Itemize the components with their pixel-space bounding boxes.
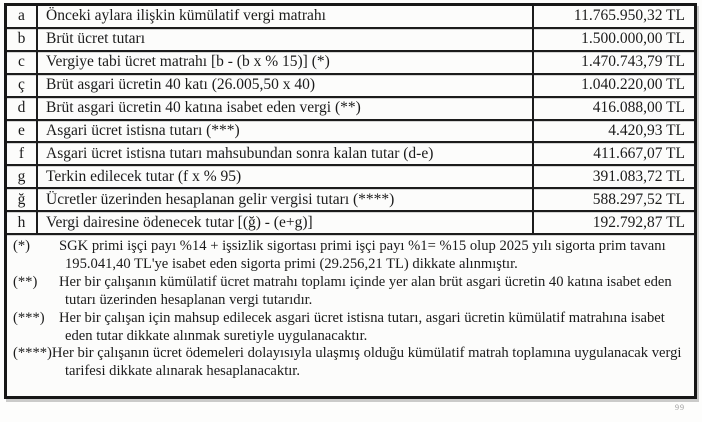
table-row-c xyxy=(7,52,694,75)
row-label: Ücretler üzerinden hesaplanan gelir vergisi tutarı (****) xyxy=(46,190,395,208)
footnote-marker: (****) xyxy=(13,345,52,362)
row-key: ğ xyxy=(7,189,38,210)
footnote-1 xyxy=(13,238,684,274)
row-value: 391.083,72 TL xyxy=(532,166,694,187)
row-label: Brüt ücret tutarı xyxy=(46,30,145,48)
row-value: 1.040.220,00 TL xyxy=(532,75,694,96)
row-value: 1.470.743,79 TL xyxy=(532,52,694,73)
row-label: Asgari ücret istisna tutarı mahsubundan sonra kalan tutar (d-e) xyxy=(46,144,434,162)
footnote-text: Her bir çalışanın kümülatif ücret matrahı toplamı içinde yer alan brüt asgari ücretin 40 katına isabet eden tutarı üzerinden hesaplanan vergi tutarıdır. xyxy=(59,273,672,308)
footnote-text: Her bir çalışan için mahsup edilecek asgari ücret istisna tutarı, asgari ücretin kümülatif matrahına isabet eden tutar dikkate alınmak suretiyle uygulanacaktır. xyxy=(59,309,665,344)
row-label: Önceki aylara ilişkin kümülatif vergi matrahı xyxy=(46,7,326,25)
table-row-b xyxy=(7,29,694,52)
row-key: ç xyxy=(7,75,38,96)
row-value: 588.297,52 TL xyxy=(532,189,694,210)
row-key: e xyxy=(7,121,38,142)
row-label: Brüt asgari ücretin 40 katına isabet eden vergi (**) xyxy=(46,99,361,117)
footnotes-section xyxy=(7,235,694,381)
footnote-marker: (***) xyxy=(13,309,45,326)
table-row-d xyxy=(7,98,694,121)
table-row-ğ xyxy=(7,189,694,212)
row-value: 416.088,00 TL xyxy=(532,98,694,119)
row-label: Vergiye tabi ücret matrahı [b - (b x % 15)] (*) xyxy=(46,53,330,71)
table-row-g xyxy=(7,166,694,189)
tax-calculation-table xyxy=(7,6,694,235)
row-key: h xyxy=(7,212,38,233)
table-row-a xyxy=(7,6,694,29)
row-key: d xyxy=(7,98,38,119)
footnote-2 xyxy=(13,274,684,310)
row-label: Asgari ücret istisna tutarı (***) xyxy=(46,121,240,139)
table-row-f xyxy=(7,143,694,166)
row-key: c xyxy=(7,52,38,73)
footnote-3 xyxy=(13,310,684,346)
table-row-e xyxy=(7,121,694,144)
row-value: 192.792,87 TL xyxy=(532,212,694,233)
row-key: b xyxy=(7,29,38,50)
row-key: a xyxy=(7,6,38,27)
footnote-marker: (**) xyxy=(13,273,38,290)
footnote-marker: (*) xyxy=(13,238,31,254)
page-mark: 99 xyxy=(675,403,685,412)
footnote-text: SGK primi işçi payı %14 + işsizlik sigortası primi işçi payı %1= %15 olup 2025 yılı sigorta prim tavanı 195.041,40 TL'ye isabet eden sigorta primi (29.256,21 TL) dikkate alınmıştır. xyxy=(59,238,666,272)
table-row-h xyxy=(7,212,694,235)
row-key: g xyxy=(7,166,38,187)
row-label: Brüt asgari ücretin 40 katı (26.005,50 x 40) xyxy=(46,76,316,94)
footnote-text: Her bir çalışanın ücret ödemeleri dolayısıyla ulaşmış olduğu kümülatif matrah toplamına uygulanacak vergi tarifesi dikkate alınarak hesaplanacaktır. xyxy=(51,345,682,380)
row-value: 11.765.950,32 TL xyxy=(532,6,694,27)
row-label: Terkin edilecek tutar (f x % 95) xyxy=(46,167,242,185)
tax-calculation-frame xyxy=(4,3,697,399)
footnote-4 xyxy=(13,345,684,381)
row-value: 411.667,07 TL xyxy=(532,143,694,164)
row-key: f xyxy=(7,143,38,164)
row-value: 1.500.000,00 TL xyxy=(532,29,694,50)
row-value: 4.420,93 TL xyxy=(532,121,694,142)
row-label: Vergi dairesine ödenecek tutar [(ğ) - (e+g)] xyxy=(46,213,313,231)
table-row-ç xyxy=(7,75,694,98)
